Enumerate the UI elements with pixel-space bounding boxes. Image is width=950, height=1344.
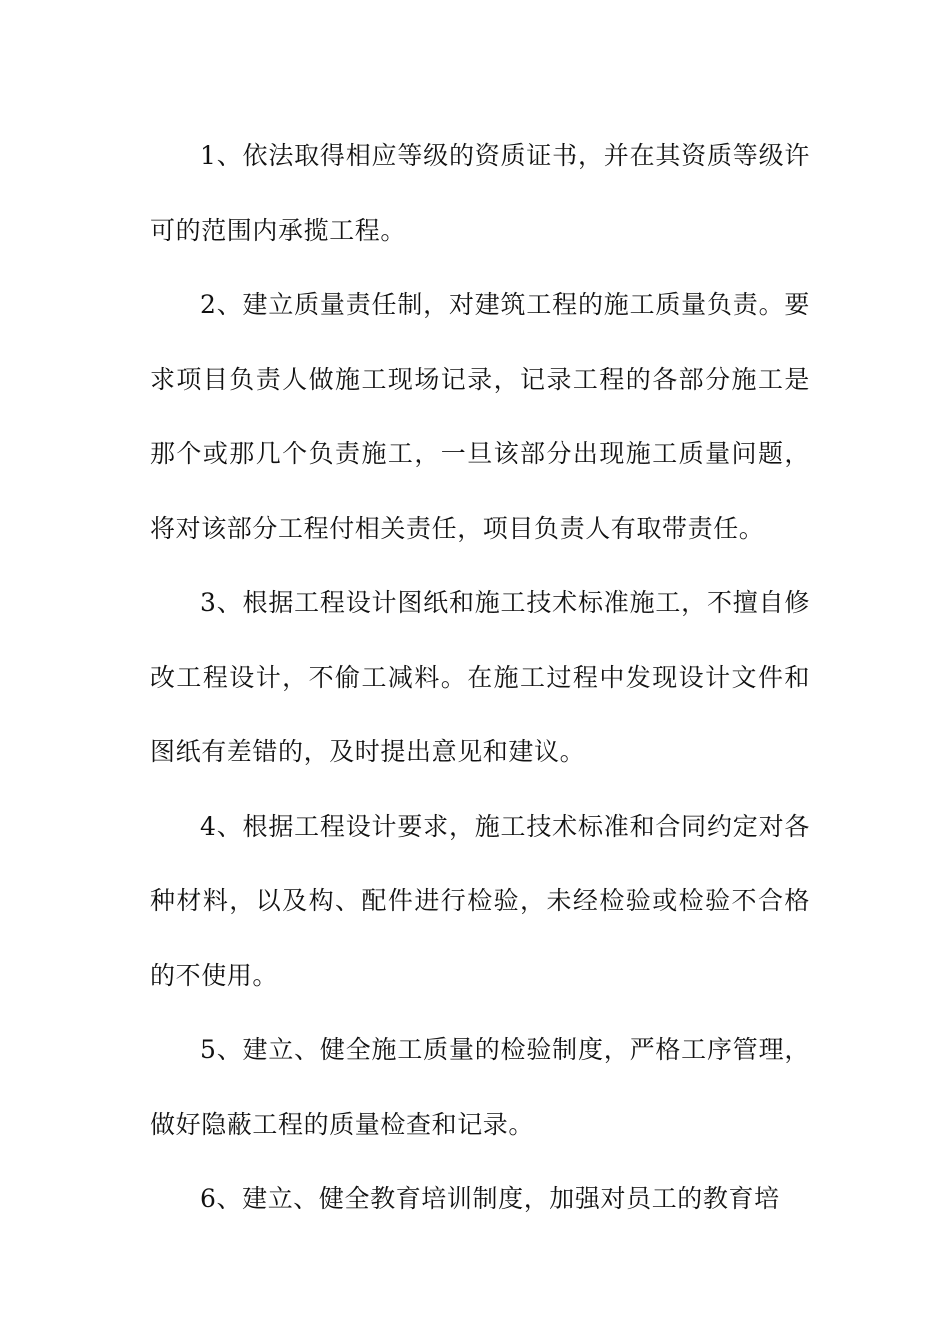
paragraph-4: 4、根据工程设计要求，施工技术标准和合同约定对各种材料，以及构、配件进行检验，未经检验或检验不合格的不使用。	[150, 811, 810, 990]
paragraph-2: 2、建立质量责任制，对建筑工程的施工质量负责。要求项目负责人做施工现场记录，记录工程的各部分施工是那个或那几个负责施工，一旦该部分出现施工质量问题，将对该部分工程付相关责任，项目负责人有取带责任。	[150, 290, 810, 543]
paragraph-3: 3、根据工程设计图纸和施工技术标准施工，不擅自修改工程设计，不偷工减料。在施工过程中发现设计文件和图纸有差错的，及时提出意见和建议。	[150, 588, 810, 766]
paragraph-5: 5、建立、健全施工质量的检验制度，严格工序管理，做好隐蔽工程的质量检查和记录。	[150, 1035, 810, 1139]
paragraph-1: 1、依法取得相应等级的资质证书，并在其资质等级许可的范围内承揽工程。	[150, 141, 810, 245]
document-body	[150, 119, 810, 1237]
paragraph-6: 6、建立、健全教育培训制度，加强对员工的教育培	[200, 1184, 780, 1213]
